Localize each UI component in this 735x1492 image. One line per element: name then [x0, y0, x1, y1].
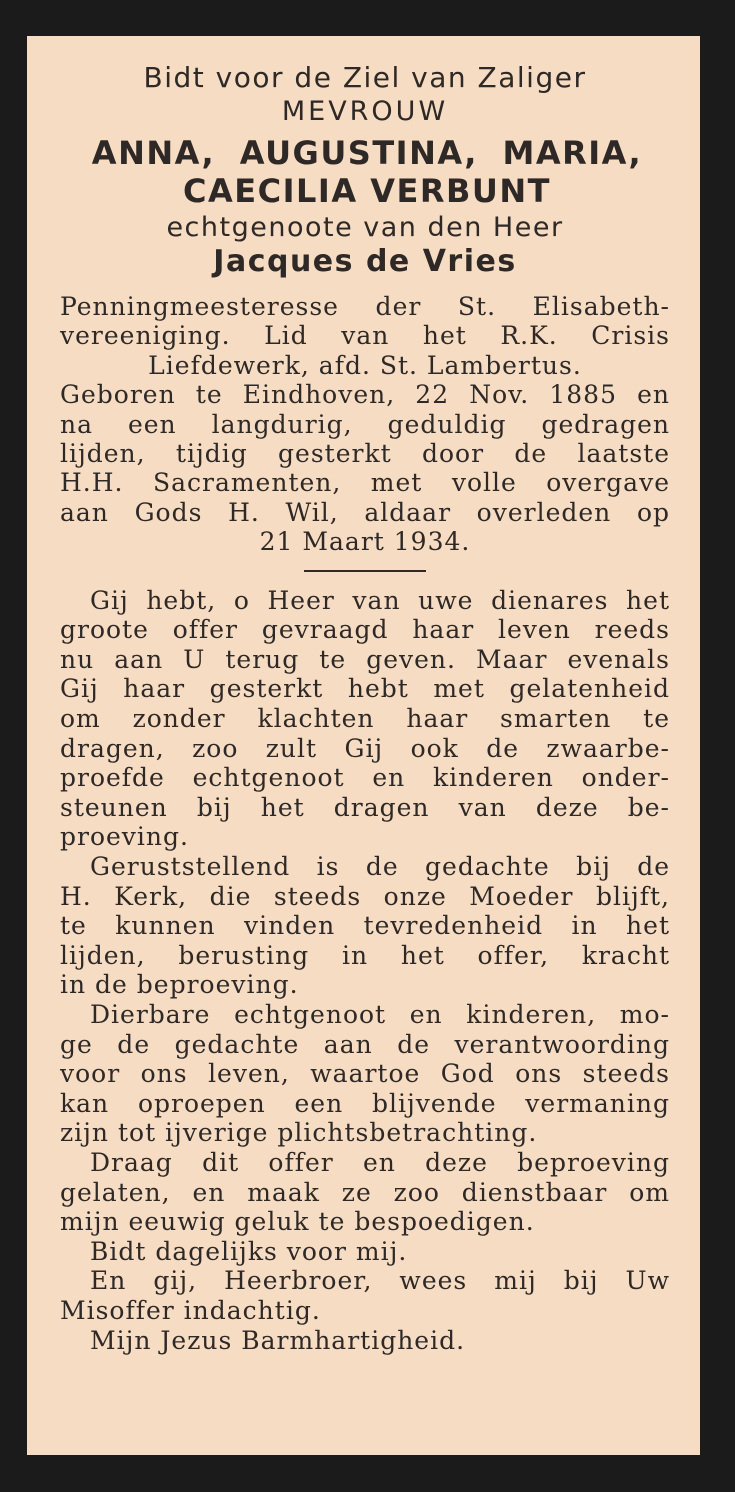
verse-line: gelaten, en maak ze zoo dienstbaar om [60, 1177, 670, 1207]
memorial-card [27, 36, 700, 1455]
prayer-line: Bidt voor de Ziel van Zaliger [143, 61, 587, 94]
verse-line: Dierbare echtgenoot en kinderen, mo- [90, 999, 670, 1029]
verse-line: dragen, zoo zult Gij ook de zwaarbe- [60, 733, 670, 763]
bio-line: aan Gods H. Wil, aldaar overleden op [60, 497, 670, 527]
bio-line: H.H. Sacramenten, met volle overgave [60, 468, 670, 498]
verse-line: ge de gedachte aan de verantwoording [60, 1029, 670, 1059]
divider-rule [304, 570, 426, 572]
verse-text [60, 586, 670, 1355]
verse-line: Draag dit offer en deze beproeving [90, 1147, 670, 1177]
verse-line: proefde echtgenoot en kinderen onder- [60, 763, 670, 793]
verse-line: Geruststellend is de gedachte bij de [90, 852, 670, 881]
bio-line: vereeniging. Lid van het R.K. Crisis [60, 321, 670, 351]
verse-line: Mijn Jezus Barmhartigheid. [90, 1325, 466, 1355]
bio-line: Liefdewerk, afd. St. Lambertus. [148, 350, 582, 380]
verse-line: Misoffer indachtig. [60, 1295, 321, 1325]
verse-line: zijn tot ijverige plichtsbetrachting. [60, 1118, 538, 1148]
deceased-name-line-1: ANNA, AUGUSTINA, MARIA, [91, 134, 643, 172]
verse-line: En gij, Heerbroer, wees mij bij Uw [90, 1266, 670, 1296]
verse-line: voor ons leven, waartoe God ons steeds [60, 1059, 670, 1089]
verse-line: Gij haar gesterkt hebt met gelatenheid [60, 674, 670, 704]
verse-line: kan oproepen een blijvende vermaning [60, 1088, 670, 1118]
verse-line: lijden, berusting in het offer, kracht [60, 940, 670, 970]
verse-line: te kunnen vinden tevredenheid in het [60, 911, 670, 941]
verse-line: proeving. [60, 822, 189, 852]
verse-line: steunen bij het dragen van deze be- [60, 792, 670, 822]
verse-line: mijn eeuwig geluk te bespoedigen. [60, 1207, 535, 1237]
biography [60, 292, 670, 557]
title-mevrouw: MEVROUW [281, 96, 449, 127]
verse-line: in de beproeving. [60, 970, 299, 1000]
verse-line: Gij hebt, o Heer van uwe dienares het [90, 585, 670, 615]
verse-line: nu aan U terug te geven. Maar evenals [60, 644, 670, 674]
verse-line: groote offer gevraagd haar leven reeds [60, 615, 670, 645]
bio-line: 21 Maart 1934. [259, 527, 471, 557]
deceased-name-line-2: CAECILIA VERBUNT [183, 172, 551, 210]
spouse-name: Jacques de Vries [213, 244, 517, 279]
verse-line: Bidt dagelijks voor mij. [90, 1236, 408, 1266]
verse-line: om zonder klachten haar smarten te [60, 704, 670, 734]
verse-line: H. Kerk, die steeds onze Moeder blijft, [60, 881, 670, 911]
spouse-intro: echtgenoote van den Heer [166, 212, 564, 243]
bio-line: Penningmeesteresse der St. Elisabeth- [60, 292, 670, 321]
bio-line: lijden, tijdig gesterkt door de laatste [60, 439, 670, 469]
bio-line: na een langdurig, geduldig gedragen [60, 409, 670, 439]
bio-line: Geboren te Eindhoven, 22 Nov. 1885 en [60, 380, 670, 410]
